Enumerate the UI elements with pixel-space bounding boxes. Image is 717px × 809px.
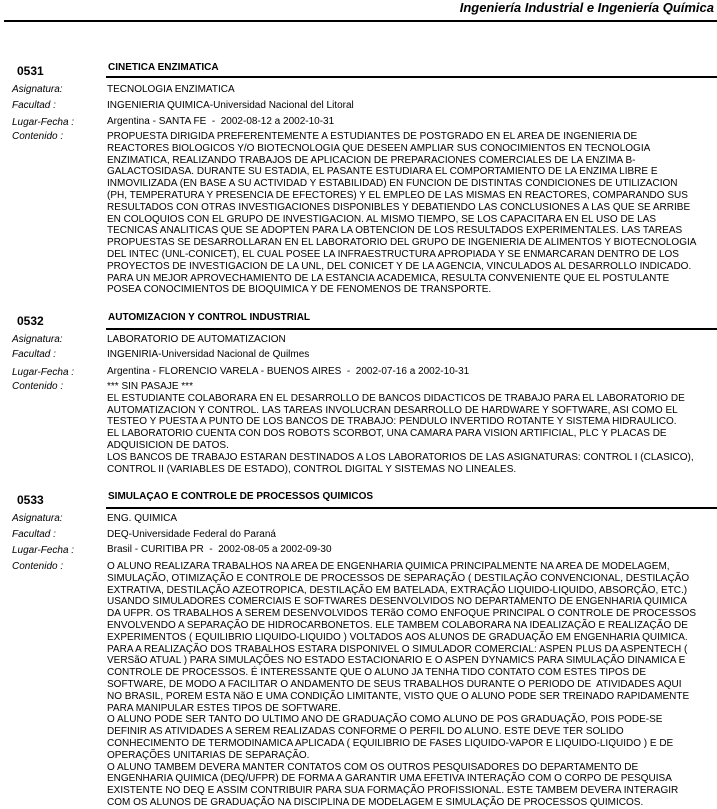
asignatura-label: Asignatura: [12,334,63,345]
contenido-label: Contenido : [12,561,64,572]
contenido-text: O ALUNO REALIZARA TRABALHOS NA AREA DE ENGENHARIA QUIMICA PRINCIPALMENTE NA AREA DE MODELAGEM, SIMULAÇÃO, OTIMIZAÇÃO E CONTROLE DE PROCESSOS DE SEPARAÇÃO ( DESTILAÇÃO CONVENCIONAL, DESTILAÇÃO EXTRATIVA, DESTILAÇÃO AZEOTROPICA, DESTILAÇÃO EM BATELADA, EXTRAÇÃO LIQUIDO-LIQUIDO, ABSORÇÃO, ETC.) USANDO SIMULADORES COMERCIAIS E SOFTWARES DESENVOLVIDOS NO DEPARTAMENTO DE ENGENHARIA QUIMICA DA UFPR. OS TRABALHOS A SEREM DESENVOLVIDOS TERãO COMO ENFOQUE PRINCIPAL O CONTROLE DE PROCESSOS ENVOLVENDO A SEPARAÇÃO DE HIDROCARBONETOS. ELE TAMBEM COLABORARA NA IDEALIZAÇÃO E REALIZAÇÃO DE EXPERIMENTOS ( EQUILIBRIO LIQUIDO-LIQUIDO ) VOLTADOS AOS ALUNOS DE GRADUAÇÃO EM ENGENHARIA QUIMICA. PARA A REALIZAÇÃO DOS TRABALHOS ESTARA DISPONIVEL O SIMULADOR COMERCIAL: ASPEN PLUS DA ASPENTECH ( VERSãO ATUAL ) PARA SIMULAÇÕES NO ESTADO ESTACIONARIO E O ASPEN DYNAMICS PARA SIMULAÇÃO DINAMICA E CONTROLE DE PROCESSOS. É INTERESSANTE QUE O ALUNO JA TENHA TIDO CONTATO COM ESTES TIPOS DE SOFTWARE, DE MODO A FACILITAR O ANDAMENTO DE SEUS TRABALHOS DURANTE O PERIODO DE ATIVIDADES AQUI NO BRASIL, POREM ESTA NãO E UMA CONDIÇÃO LIMITANTE, VISTO QUE O ALUNO PODE SER TREINADO RAPIDAMENTE PARA MANIPULAR ESTES TIPOS DE SOFTWARE. O ALUNO PODE SER TANTO DO ULTIMO ANO DE GRADUAÇÃO COMO ALUNO DE POS GRADUAÇÃO, POIS PODE-SE DEFINIR AS ATIVIDADES A SEREM REALIZADAS CONFORME O PERFIL DO ALUNO. ESTE DEVE TER SOLIDO CONHECIMENTO DE TERMODINAMICA APLICADA ( EQUILIBRIO DE FASES LIQUIDO-VAPOR E LIQUIDO-LIQUIDO ) E DE OPERAÇÕES UNITARIAS DE SEPARAÇÃO. O ALUNO TAMBEM DEVERA MANTER CONTATOS COM OS OUTROS PESQUISADORES DO DEPARTAMENTO DE ENGENHARIA QUIMICA (DEQ/UFPR) DE FORMA A GARANTIR UMA EFETIVA INTERAÇÃO COM O CORPO DE PESQUISA EXISTENTE NO DEQ E ASSIM CONTRIBUIR PARA SUA FORMAÇÃO PROFISSIONAL. ESTE TAMBEM DEVERA INTERAGIR COM OS ALUNOS DE GRADUAÇÃO NA DISCIPLINA DE MODELAGEM E SIMULAÇÃO DE PROCESSOS QUIMICOS. [107,561,697,808]
page-header-title: Ingeniería Industrial e Ingeniería Química [459,0,714,15]
lugar-fecha-label: Lugar-Fecha : [12,117,75,128]
entry-rule [106,507,717,509]
entry-code: 0531 [17,64,44,78]
asignatura-label: Asignatura: [12,84,63,95]
asignatura-value: LABORATORIO DE AUTOMATIZACION [107,334,286,345]
facultad-value: INGENIERIA QUIMICA-Universidad Nacional del Litoral [107,100,354,111]
lugar-fecha-label: Lugar-Fecha : [12,367,75,378]
facultad-label: Facultad : [12,529,56,540]
facultad-value: DEQ-Universidade Federal do Paraná [107,529,276,540]
lugar-fecha-value: Argentina - FLORENCIO VARELA - BUENOS AIRES - 2002-07-16 a 2002-10-31 [107,366,470,377]
lugar-fecha-value: Argentina - SANTA FE - 2002-08-12 a 2002-10-31 [107,116,335,127]
facultad-value: INGENIRIA-Universidad Nacional de Quilmes [107,349,310,360]
entry-rule [106,328,717,330]
entry-code: 0533 [17,493,44,507]
entry-code: 0532 [17,314,44,328]
facultad-label: Facultad : [12,349,56,360]
entry-title: SIMULAÇAO E CONTROLE DE PROCESSOS QUIMICOS [108,491,374,502]
contenido-text: *** SIN PASAJE *** EL ESTUDIANTE COLABORARA EN EL DESARROLLO DE BANCOS DIDACTICOS DE TRABAJO PARA EL LABORATORIO DE AUTOMATIZACION Y CONTROL. LAS TAREAS INVOLUCRAN DESARROLLO DE HARDWARE Y SOFTWARE, ASI COMO EL TESTEO Y PUESTA A PUNTO DE LOS BANCOS DE TRABAJO: PENDULO INVERTIDO ROTANTE Y SISTEMA HIDRAULICO. EL LABORATORIO CUENTA CON DOS ROBOTS SCORBOT, UNA CAMARA PARA VISION ARTIFICIAL, PLC Y PLACAS DE ADQUISICION DE DATOS. LOS BANCOS DE TRABAJO ESTARAN DESTINADOS A LOS LABORATORIOS DE LAS ASIGNATURAS: CONTROL I (CLASICO), CONTROL II (VARIABLES DE ESTADO), CONTROL DIGITAL Y SISTEMAS NO LINEALES. [107,381,694,475]
contenido-text: PROPUESTA DIRIGIDA PREFERENTEMENTE A ESTUDIANTES DE POSTGRADO EN EL AREA DE INGENIERIA DE REACTORES BIOLOGICOS Y/O BIOTECNOLOGIA QUE DESEEN AMPLIAR SUS CONOCIMIENTOS EN TECNOLOGIA ENZIMATICA, REALIZANDO TRABAJOS DE APLICACION DE PREPARACIONES COMERCIALES DE LA ENZIMA B- GALACTOSIDASA. DURANTE SU ESTADIA, EL PASANTE ESTUDIARA EL COMPORTAMIENTO DE LA ENZIMA LIBRE E INMOVILIZADA (EN BASE A SU ACTIVIDAD Y ESTABILIDAD) EN FUNCION DE DISTINTAS CONDICIONES DE UTILIZACION (PH, TEMPERATURA Y PRESENCIA DE EFECTORES) Y EL EMPLEO DE LAS MISMAS EN REACTORES, COMPARANDO SUS RESULTADOS CON OTRAS INVESTIGACIONES DISPONIBLES Y DEBATIENDO LAS CONCLUSIONES A LAS QUE SE ARRIBE EN COLOQUIOS CON EL GRUPO DE INVESTIGACION. AL MISMO TIEMPO, SE LOS CAPACITARA EN EL USO DE LAS TECNICAS ANALITICAS QUE SE ADOPTEN PARA LA OBTENCION DE LOS RESULTADOS EXPERIMENTALES. LAS TAREAS PROPUESTAS SE DESARROLLARAN EN EL LABORATORIO DEL GRUPO DE INGENIERIA DE ALIMENTOS Y BIOTECNOLOGIA DEL INTEC (UNL-CONICET), EL CUAL POSEE LA INFRAESTRUCTURA APROPIADA Y SE ENMARCARAN DENTRO DE LOS PROYECTOS DE INVESTIGACION DE LA UNL, DEL CONICET Y DE LA AGENCIA, VINCULADOS AL DESARROLLO INDICADO. PARA UN MEJOR APROVECHAMIENTO DE LA ESTANCIA ACADEMICA, RESULTA CONVENIENTE QUE EL POSTULANTE POSEA CONOCIMIENTOS DE BIOQUIMICA Y DE FENOMENOS DE TRANSPORTE. [107,131,697,296]
asignatura-value: TECNOLOGIA ENZIMATICA [107,84,235,95]
contenido-label: Contenido : [12,381,64,392]
lugar-fecha-label: Lugar-Fecha : [12,545,75,556]
lugar-fecha-value: Brasil - CURITIBA PR - 2002-08-05 a 2002-09-30 [107,544,332,555]
header-rule [4,20,717,22]
asignatura-label: Asignatura: [12,513,63,524]
facultad-label: Facultad : [12,100,56,111]
entry-title: AUTOMIZACION Y CONTROL INDUSTRIAL [108,312,311,323]
entry-title: CINETICA ENZIMATICA [108,62,219,73]
entry-rule [106,76,717,78]
asignatura-value: ENG. QUIMICA [107,513,178,524]
contenido-label: Contenido : [12,131,64,142]
